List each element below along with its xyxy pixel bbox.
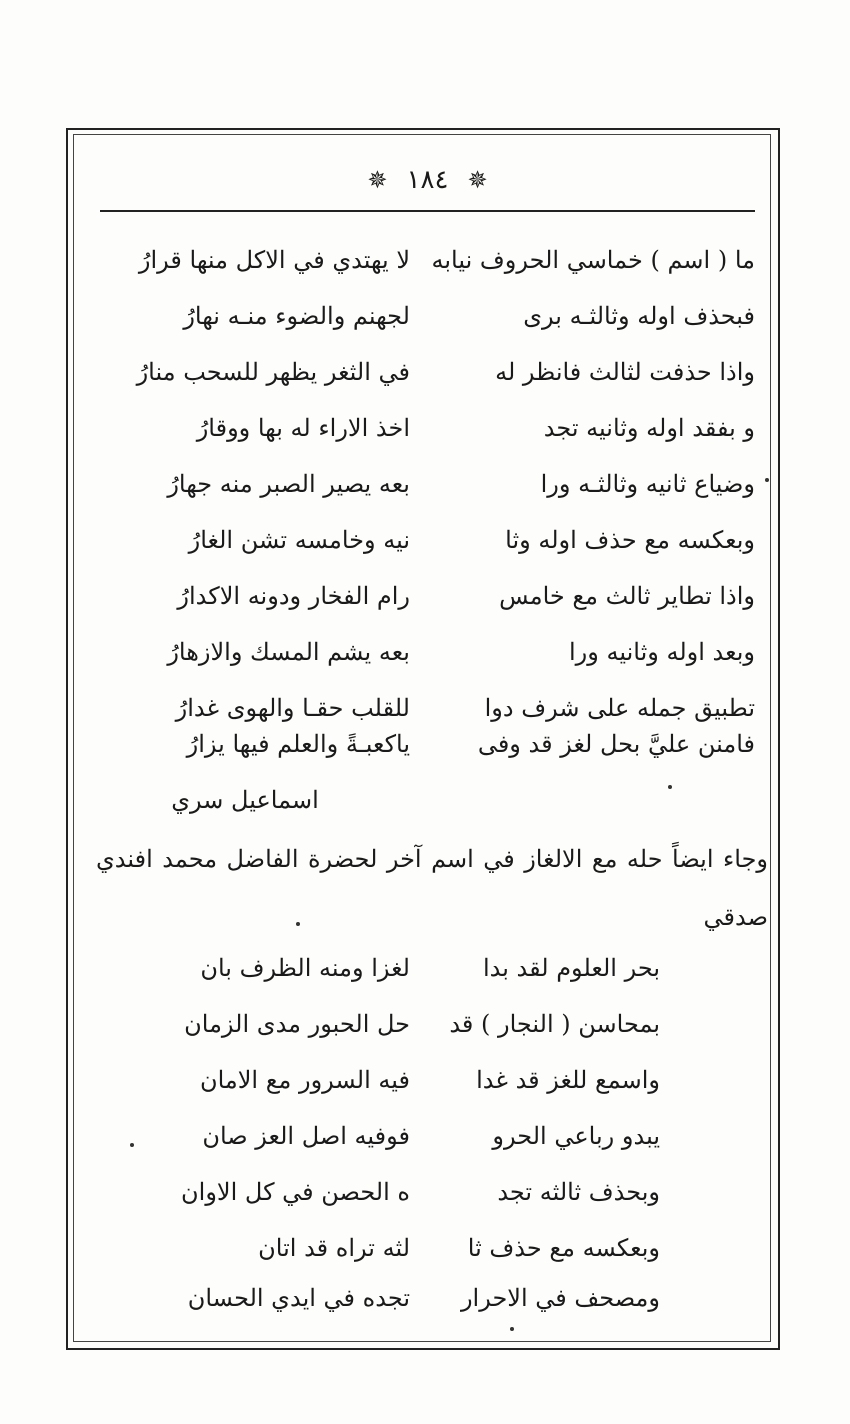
hemistich-first: وبعكسه مع حذف اوله وثا (505, 526, 755, 554)
hemistich-second: في الثغر يظهر للسحب منارُ (136, 358, 410, 386)
page-header (100, 152, 755, 208)
hemistich-second: للقلب حقـا والهوى غدارُ (175, 694, 410, 722)
print-speck (765, 478, 769, 482)
hemistich-second: ياكعبـةً والعلم فيها يزارُ (186, 730, 410, 758)
hemistich-first: تطبيق جمله على شرف دوا (484, 694, 755, 722)
poet-name: اسماعيل سري (171, 786, 319, 814)
prose-paragraph: وجاء ايضاً حله مع الالغاز في اسم آخر لحضرة الفاضل محمد افندي صدقي (96, 845, 768, 931)
hemistich-first: وبحذف ثالثه تجد (497, 1178, 660, 1206)
hemistich-first: واذا تطاير ثالث مع خامس (499, 582, 755, 610)
ornament-left-icon: ✵ (367, 166, 388, 194)
hemistich-second: بعه يصير الصبر منه جهارُ (167, 470, 410, 498)
poem1-verse (100, 344, 755, 400)
poem1-verse (100, 288, 755, 344)
hemistich-first: وبعد اوله وثانيه ورا (569, 638, 755, 666)
print-speck (668, 785, 672, 789)
poem2-verse (190, 1052, 660, 1108)
poem1-verse (100, 400, 755, 456)
poem2-verse (184, 996, 660, 1052)
poem1-verse (100, 512, 755, 568)
hemistich-first: واذا حذفت لثالث فانظر له (495, 358, 755, 386)
hemistich-first: و بفقد اوله وثانيه تجد (543, 414, 755, 442)
poem1-verse (100, 624, 755, 680)
hemistich-first: فامنن عليَّ بحل لغز قد وفى (477, 730, 755, 758)
poem2-verse (181, 1164, 660, 1220)
hemistich-second: اخذ الاراء له بها ووقارُ (196, 414, 410, 442)
hemistich-first: وضياع ثانيه وثالثـه ورا (540, 470, 755, 498)
header-rule (100, 210, 755, 212)
hemistich-second: فيه السرور مع الامان (199, 1066, 410, 1094)
hemistich-first: بحر العلوم لقد بدا (482, 954, 660, 982)
hemistich-second: رام الفخار ودونه الاكدارُ (177, 582, 410, 610)
page-number: ١٨٤ (406, 165, 449, 195)
poem1-verse (100, 232, 755, 288)
hemistich-first: وبعكسه مع حذف ثا (467, 1234, 660, 1262)
print-speck (296, 922, 300, 926)
hemistich-first: ما ( اسم ) خماسي الحروف نيابه (431, 246, 755, 274)
hemistich-second: تجده في ايدي الحسان (187, 1284, 410, 1312)
hemistich-second: نيه وخامسه تشن الغارُ (188, 526, 410, 554)
print-speck (510, 1327, 514, 1331)
poem2-verse (187, 1270, 660, 1326)
hemistich-first: يبدو رباعي الحرو (492, 1122, 660, 1150)
hemistich-second: لا يهتدي في الاكل منها قرارُ (138, 246, 410, 274)
poem1-verse (100, 456, 755, 512)
hemistich-second: حل الحبور مدى الزمان (184, 1010, 410, 1038)
hemistich-first: بمحاسن ( النجار ) قد (449, 1010, 660, 1038)
print-speck (130, 1143, 134, 1147)
hemistich-first: ومصحف في الاحرار (460, 1284, 660, 1312)
hemistich-second: لجهنم والضوء منـه نهارُ (183, 302, 410, 330)
poem2-verse (190, 1220, 660, 1276)
poem2-verse (190, 940, 660, 996)
poem2-verse (190, 1108, 660, 1164)
hemistich-second: بعه يشم المسك والازهارُ (167, 638, 410, 666)
hemistich-second: ه الحصن في كل الاوان (181, 1178, 410, 1206)
hemistich-second: لغزا ومنه الظرف بان (200, 954, 410, 982)
hemistich-first: واسمع للغز قد غدا (476, 1066, 660, 1094)
poem1-verse (100, 716, 755, 772)
poem1-verse (100, 568, 755, 624)
hemistich-second: لثه تراه قد اتان (258, 1234, 410, 1262)
ornament-right-icon: ✵ (467, 166, 488, 194)
hemistich-second: فوفيه اصل العز صان (202, 1122, 410, 1150)
hemistich-first: فبحذف اوله وثالثـه برى (523, 302, 755, 330)
